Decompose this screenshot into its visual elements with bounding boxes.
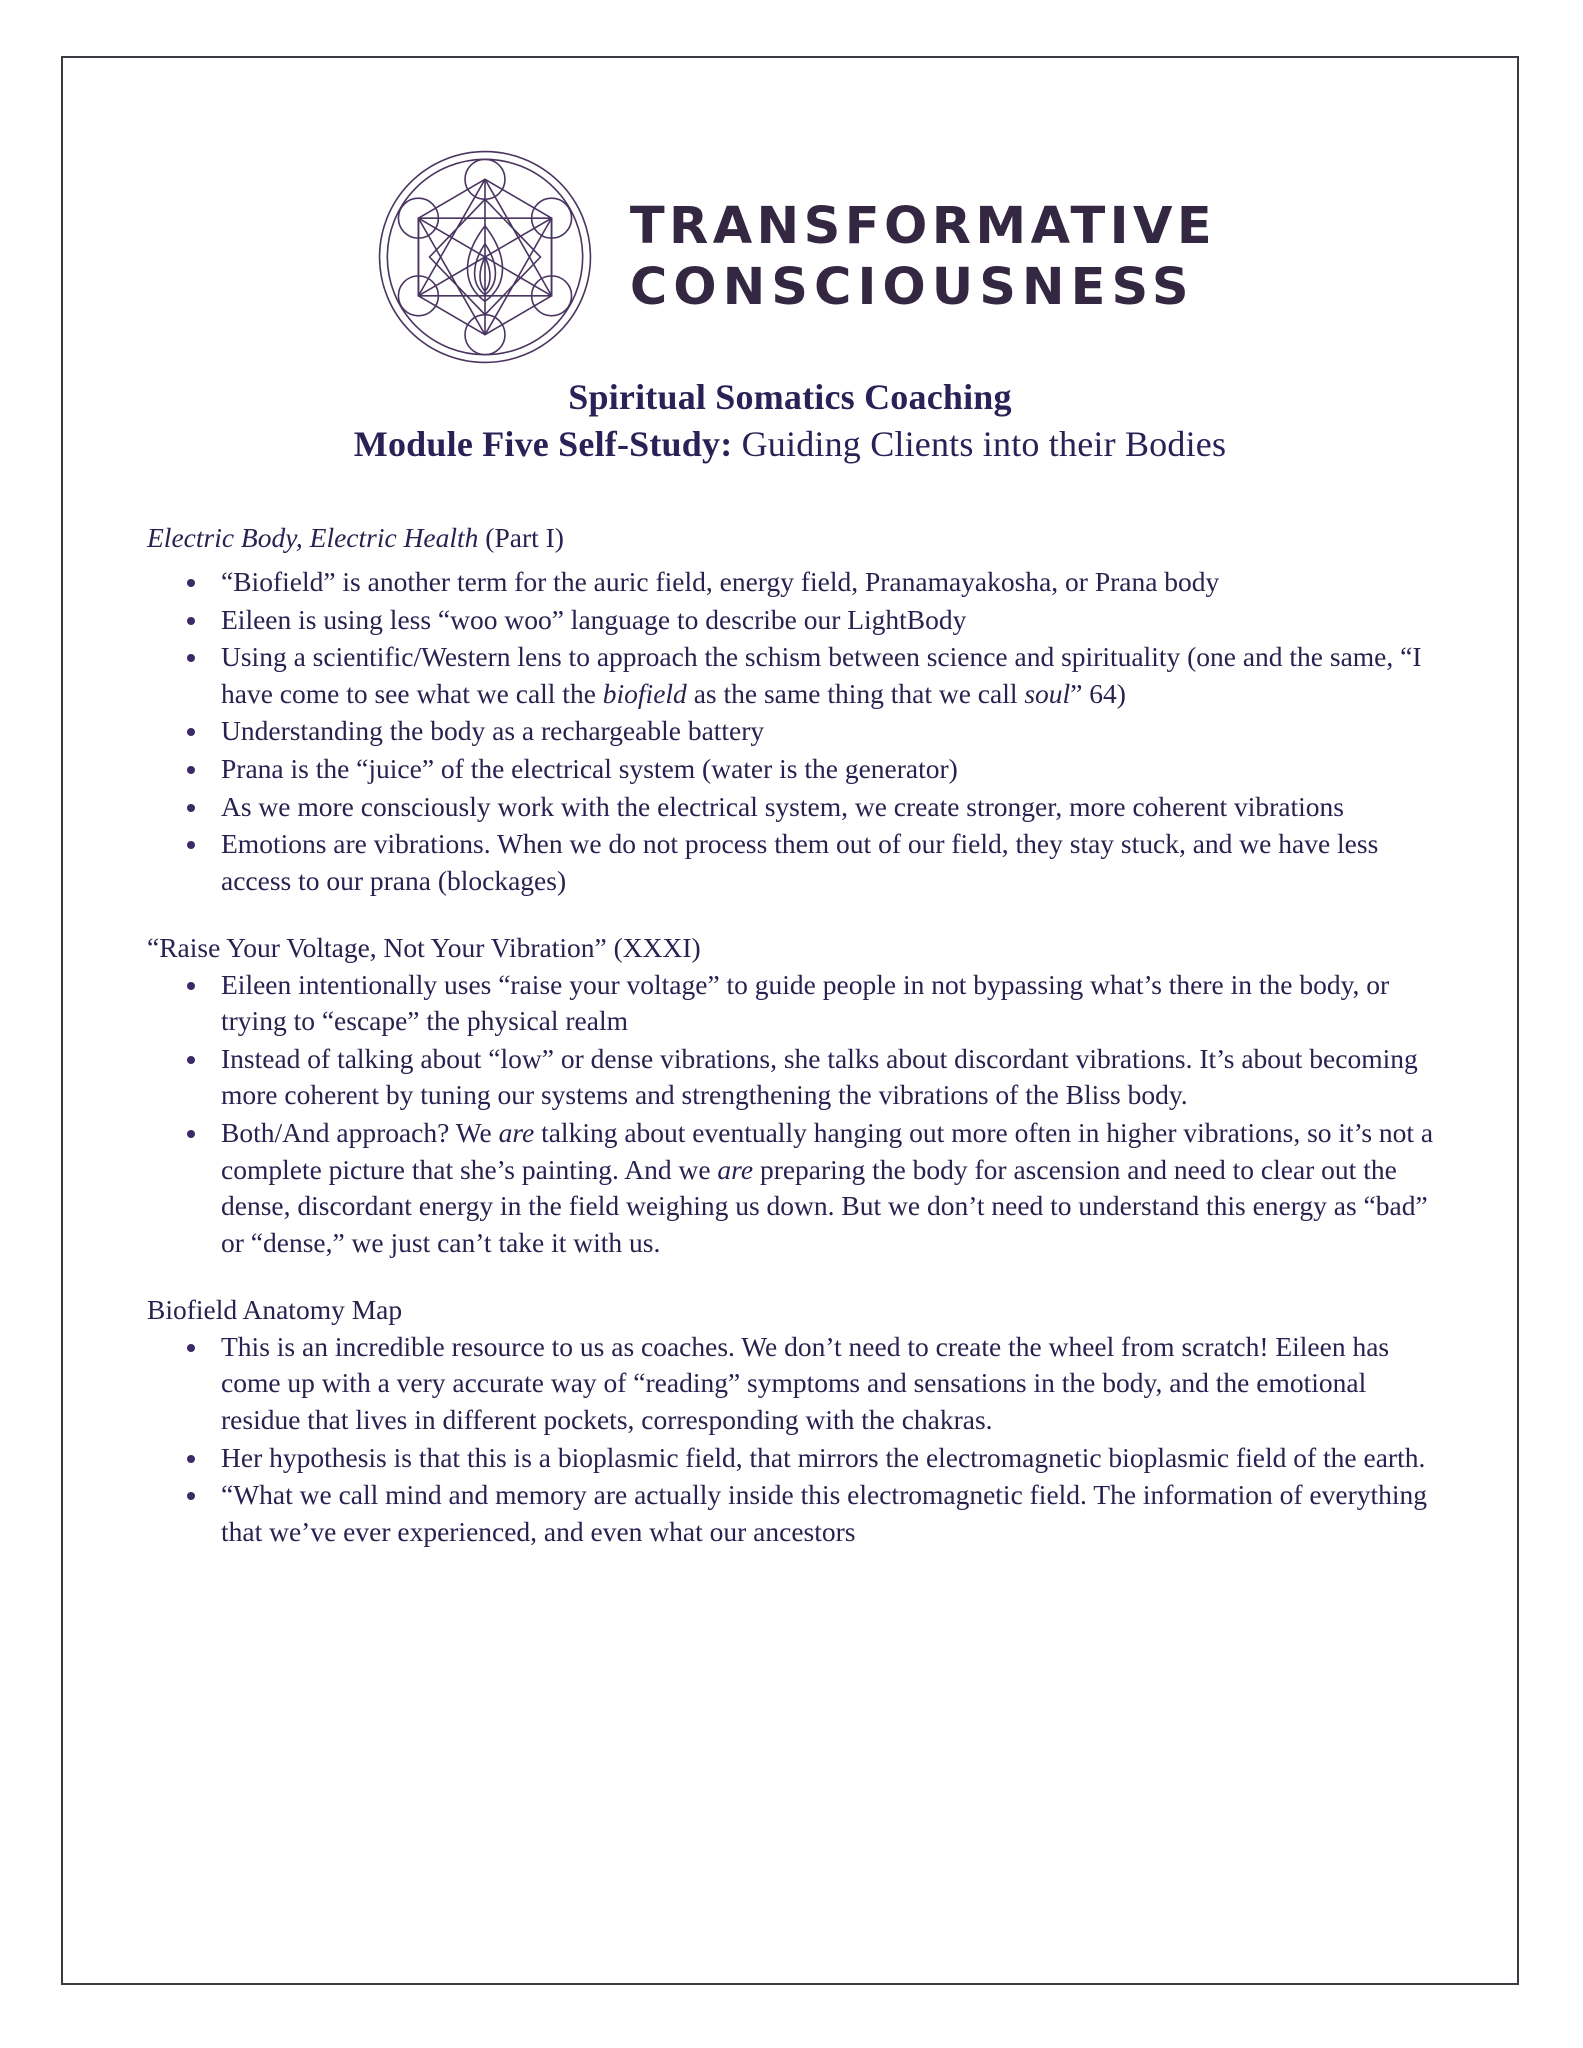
document-page bbox=[61, 56, 1519, 1985]
list-item-text: Both/And approach? We bbox=[221, 1117, 499, 1149]
brand-wordmark bbox=[630, 196, 1216, 318]
list-item-text: Prana is the “juice” of the electrical system (water is the generator) bbox=[221, 752, 958, 784]
section-heading-rest-part: (Part I) bbox=[478, 521, 564, 553]
list-item-text: ” 64) bbox=[1070, 677, 1126, 709]
section-heading-electric-body bbox=[147, 520, 1443, 557]
page-title bbox=[63, 374, 1517, 468]
list-item-text: This is an incredible resource to us as coaches. We don’t need to create the wheel from scratch! Eileen has come up with a very accurate way of “reading” symptoms and sensations in the body, and the emotional residue that lives in different pockets, corresponding with the chakras. bbox=[221, 1330, 1390, 1435]
list-item-emphasis: biofield bbox=[602, 677, 687, 709]
module-title-rest: Guiding Clients into their Bodies bbox=[732, 423, 1227, 464]
list-item bbox=[147, 1041, 1443, 1114]
list-item-text: Eileen is using less “woo woo” language to describe our LightBody bbox=[221, 603, 967, 635]
list-item bbox=[147, 602, 1443, 639]
list-item-text: Her hypothesis is that this is a bioplasmic field, that mirrors the electromagnetic bioplasmic field of the earth. bbox=[221, 1441, 1426, 1473]
list-item-text: Using a scientific/Western lens to approach the schism between science and spirituality (one and the same, “I have come to see what we call the bbox=[221, 641, 1422, 709]
page-content-area bbox=[63, 58, 1517, 1983]
list-item-text: Instead of talking about “low” or dense vibrations, she talks about discordant vibrations. It’s about becoming more coherent by tuning our systems and strengthening the vibrations of the Bliss body. bbox=[221, 1042, 1418, 1111]
module-title-bold: Module Five Self-Study: bbox=[353, 423, 733, 464]
list-item bbox=[147, 564, 1443, 601]
list-item bbox=[147, 789, 1443, 826]
list-item-emphasis: are bbox=[717, 1153, 754, 1185]
list-item-text: talking about eventually hanging out more often in higher vibrations, so it’s not a complete picture that she’s painting. And we bbox=[221, 1117, 1434, 1185]
bullet-list-biofield-anatomy-map bbox=[147, 1329, 1443, 1550]
brand-name-line-1: TRANSFORMATIVE bbox=[629, 196, 1217, 256]
list-item-text: Emotions are vibrations. When we do not process them out of our field, they stay stuck, and we have less access to our prana (blockages) bbox=[221, 828, 1379, 896]
list-item bbox=[147, 1115, 1443, 1261]
list-item bbox=[147, 639, 1443, 712]
list-item-emphasis: soul bbox=[1024, 677, 1071, 709]
list-item-text: As we more consciously work with the electrical system, we create stronger, more coherent vibrations bbox=[221, 790, 1344, 822]
list-item-text: Eileen intentionally uses “raise your voltage” to guide people in not bypassing what’s there in the body, or trying to “escape” the physical realm bbox=[221, 968, 1390, 1037]
list-item bbox=[147, 1329, 1443, 1439]
module-title bbox=[63, 421, 1517, 468]
list-item-emphasis: are bbox=[498, 1117, 535, 1149]
course-title: Spiritual Somatics Coaching bbox=[568, 377, 1012, 417]
spacer bbox=[147, 900, 1443, 930]
list-item-text: “What we call mind and memory are actually inside this electromagnetic field. The information of everything that we’ve ever experienced, and even what our ancestors bbox=[221, 1479, 1428, 1547]
section-heading-italic-part: Electric Body, Electric Health bbox=[147, 521, 479, 553]
list-item bbox=[147, 713, 1443, 750]
list-item bbox=[147, 1477, 1443, 1550]
brand-name-line-2: CONSCIOUSNESS bbox=[629, 258, 1195, 317]
list-item bbox=[147, 751, 1443, 788]
list-item-text: “Biofield” is another term for the auric field, energy field, Pranamayakosha, or Prana body bbox=[221, 566, 1220, 598]
spacer bbox=[147, 556, 1443, 564]
bullet-list-electric-body bbox=[147, 564, 1443, 899]
section-heading-raise-your-voltage: “Raise Your Voltage, Not Your Vibration” (XXXI) bbox=[147, 932, 701, 964]
bullet-list-raise-your-voltage bbox=[147, 967, 1443, 1262]
list-item-text: Understanding the body as a rechargeable battery bbox=[221, 715, 765, 747]
list-item bbox=[147, 826, 1443, 899]
document-body bbox=[63, 520, 1517, 1551]
metatrons-cube-flame-emblem-icon bbox=[374, 146, 596, 368]
list-item bbox=[147, 967, 1443, 1040]
list-item bbox=[147, 1440, 1443, 1477]
list-item-text: preparing the body for ascension and need to clear out the dense, discordant energy in the field weighing us down. But we don’t need to understand this energy as “bad” or “dense,” we just can’t take it with us. bbox=[221, 1153, 1428, 1258]
spacer bbox=[147, 1262, 1443, 1292]
list-item-text: as the same thing that we call bbox=[686, 677, 1025, 709]
section-heading-biofield-anatomy-map: Biofield Anatomy Map bbox=[147, 1294, 403, 1326]
letterhead bbox=[63, 146, 1517, 368]
